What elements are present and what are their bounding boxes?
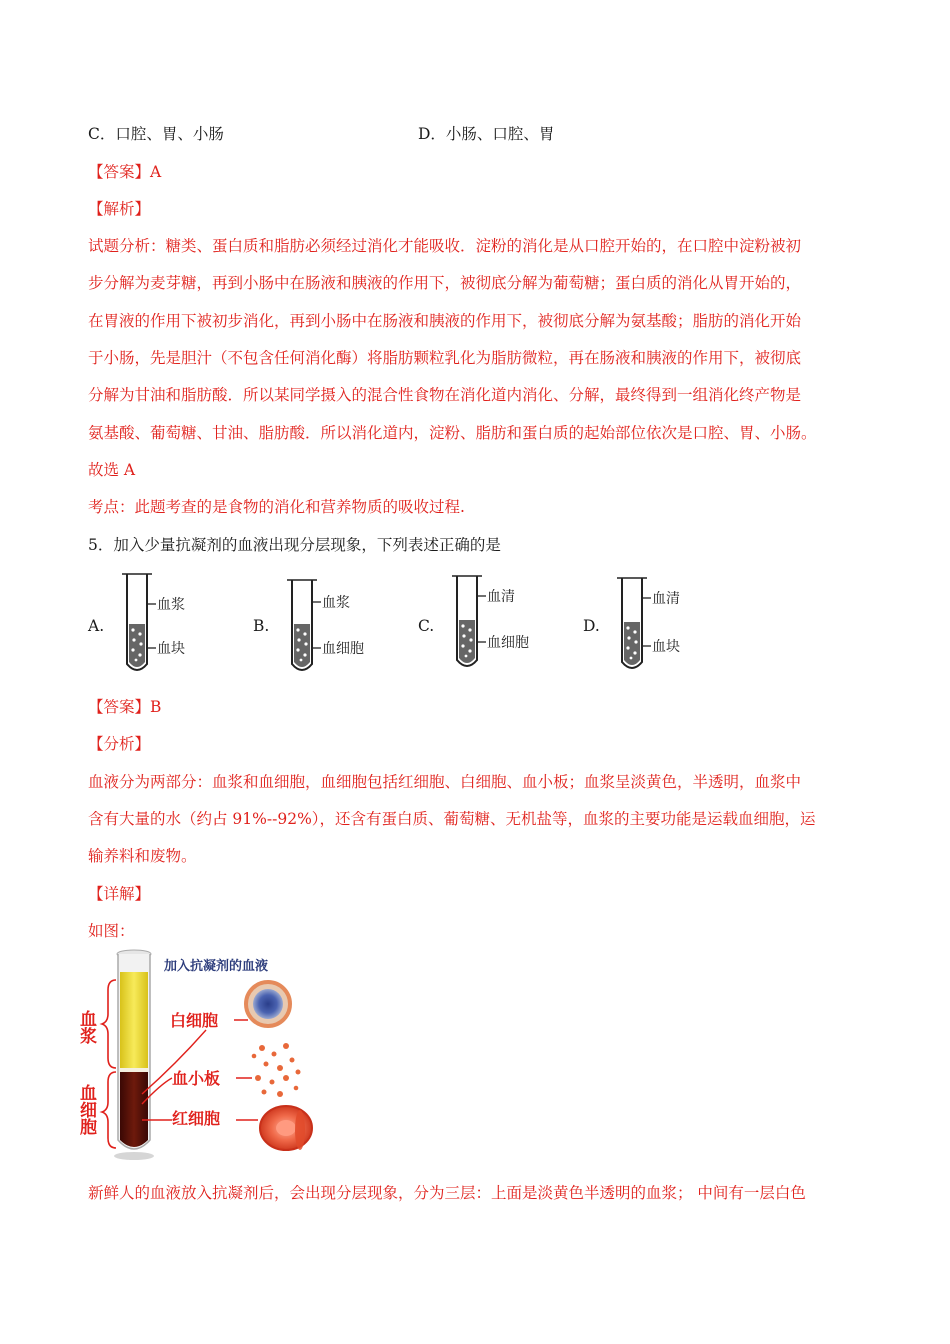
- analysis-heading-q5: 【分析】: [88, 735, 151, 753]
- tube-option-b: [253, 572, 393, 680]
- analysis-line: 输养料和废物。: [88, 847, 197, 865]
- final-line: 新鲜人的血液放入抗凝剂后，会出现分层现象，分为三层：上面是淡黄色半透明的血浆； 中间有一层白色: [88, 1184, 806, 1202]
- option-letter: D.: [583, 617, 600, 635]
- option-letter: C.: [418, 617, 435, 635]
- analysis-line: 试题分析：糖类、蛋白质和脂肪必须经过消化才能吸收．淀粉的消化是从口腔开始的，在口腔中淀粉被初: [88, 237, 802, 255]
- option-c: C．口腔、胃、小肠: [88, 125, 224, 143]
- analysis-line: 血液分为两部分：血浆和血细胞，血细胞包括红细胞、白细胞、血小板；血浆呈淡黄色，半透明，血浆中: [88, 773, 802, 791]
- option-letter: A.: [88, 617, 105, 635]
- answer-q4: 【答案】A: [88, 163, 162, 181]
- tube-bottom-label: 血块: [652, 639, 680, 655]
- wbc-label: 白细胞: [170, 1011, 219, 1030]
- tube-top-label: 血浆: [157, 597, 185, 613]
- detail-heading-q5: 【详解】: [88, 885, 151, 903]
- analysis-line: 步分解为麦芽糖，再到小肠中在肠液和胰液的作用下，被彻底分解为葡萄糖；蛋白质的消化从胃开始的，: [88, 274, 802, 292]
- plasma-label: 血浆: [76, 1010, 96, 1044]
- test-tube-icon: [122, 572, 222, 680]
- platelet-label: 血小板: [172, 1069, 221, 1088]
- test-tube-icon: [617, 572, 717, 680]
- tube-option-c: [418, 572, 558, 680]
- blood-cells-label: 血细胞: [76, 1084, 96, 1135]
- tube-bottom-label: 血细胞: [487, 635, 529, 651]
- key-point-q4: 考点：此题考查的是食物的消化和营养物质的吸收过程.: [88, 498, 465, 516]
- analysis-line: 在胃液的作用下被初步消化，再到小肠中在肠液和胰液的作用下，被彻底分解为氨基酸；脂肪的消化开始: [88, 312, 802, 330]
- tube-top-label: 血清: [652, 591, 680, 607]
- detail-intro: 如图：: [88, 922, 135, 940]
- test-tube-icon: [287, 572, 387, 680]
- analysis-line: 含有大量的水（约占 91%--92%），还含有蛋白质、葡萄糖、无机盐等，血浆的主要功能是运载血细胞，运: [88, 810, 816, 828]
- tube-top-label: 血清: [487, 589, 515, 605]
- conclusion-q4: 故选 A: [88, 461, 136, 479]
- analysis-line: 于小肠，先是胆汁（不包含任何消化酶）将脂肪颗粒乳化为脂肪微粒，再在肠液和胰液的作用下，被彻底: [88, 349, 802, 367]
- tube-top-label: 血浆: [322, 595, 350, 611]
- analysis-line: 分解为甘油和脂肪酸．所以某同学摄入的混合性食物在消化道内消化、分解，最终得到一组消化终产物是: [88, 386, 802, 404]
- blood-layers-figure: [76, 944, 316, 1169]
- tube-bottom-label: 血块: [157, 641, 185, 657]
- tube-bottom-label: 血细胞: [322, 641, 364, 657]
- figure-caption: 加入抗凝剂的血液: [164, 959, 269, 974]
- answer-q5: 【答案】B: [88, 698, 162, 716]
- option-d: D．小肠、口腔、胃: [418, 125, 555, 143]
- tube-option-a: [88, 572, 228, 680]
- analysis-line: 氨基酸、葡萄糖、甘油、脂肪酸．所以消化道内，淀粉、脂肪和蛋白质的起始部位依次是口腔、胃、小肠。: [88, 424, 817, 442]
- tube-option-d: [583, 572, 723, 680]
- rbc-label: 红细胞: [172, 1109, 221, 1128]
- question-5: 5．加入少量抗凝剂的血液出现分层现象，下列表述正确的是: [88, 536, 501, 554]
- analysis-heading-q4: 【解析】: [88, 200, 151, 218]
- option-letter: B.: [253, 617, 270, 635]
- test-tube-icon: [452, 572, 552, 680]
